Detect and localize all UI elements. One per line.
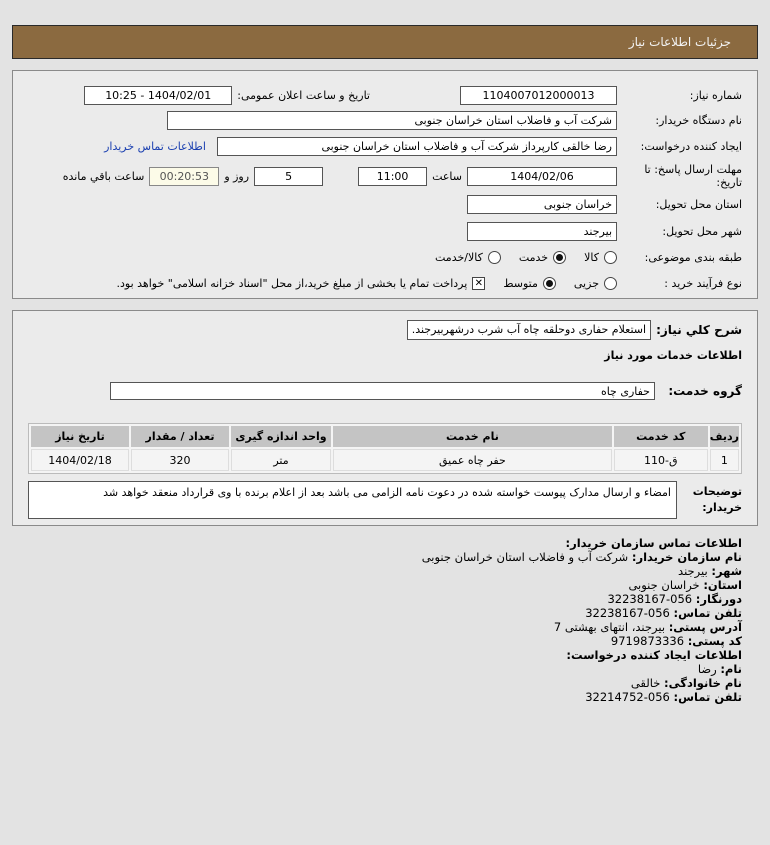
need-number-field[interactable]: 1104007012000013 bbox=[460, 86, 617, 105]
contact-title: اطلاعات تماس سازمان خریدار: bbox=[565, 536, 742, 550]
deadline-label: مهلت ارسال پاسخ: تا تاریخ: bbox=[644, 163, 742, 189]
deadline-time-field[interactable]: 11:00 bbox=[358, 167, 427, 186]
org-label: نام سازمان خریدار: bbox=[631, 550, 742, 564]
notes-field: امضاء و ارسال مدارک پیوست خواسته شده در دعوت نامه الزامی می باشد بعد از اعلام برنده با وی قرارداد منعقد خواهد شد bbox=[28, 481, 677, 519]
cell-service-name: حفر چاه عمیق bbox=[333, 449, 612, 471]
family-value: خالقی bbox=[630, 676, 661, 690]
buyer-label: نام دستگاه خریدار: bbox=[655, 114, 742, 127]
summary-row bbox=[28, 320, 742, 340]
col-service-code: کد خدمت bbox=[614, 426, 708, 447]
col-quantity: تعداد / مقدار bbox=[131, 426, 229, 447]
cell-quantity: 320 bbox=[131, 449, 229, 471]
cell-service-code: ق-110 bbox=[614, 449, 708, 471]
days-label: روز و bbox=[224, 169, 250, 183]
announce-label: تاریخ و ساعت اعلان عمومی: bbox=[237, 89, 370, 102]
announce-field[interactable]: 1404/02/01 - 10:25 bbox=[84, 86, 232, 105]
page-header: جزئیات اطلاعات نیاز bbox=[12, 25, 758, 59]
buyer-contact-info bbox=[422, 536, 742, 704]
services-table bbox=[28, 423, 742, 474]
days-field[interactable]: 5 bbox=[254, 167, 323, 186]
category-radio-goods[interactable] bbox=[604, 251, 617, 264]
category-radio-group bbox=[28, 248, 742, 266]
name-value: رضا bbox=[697, 662, 717, 676]
address-label: آدرس پستی: bbox=[668, 620, 742, 634]
creator-phone-value: 056-32214752 bbox=[585, 690, 670, 704]
postal-label: کد پستی: bbox=[687, 634, 742, 648]
city-row bbox=[28, 222, 742, 241]
services-title-row bbox=[28, 349, 742, 362]
creator-phone-label: تلفن تماس: bbox=[673, 690, 742, 704]
col-unit: واحد اندازه گیری bbox=[231, 426, 331, 447]
cell-need-date: 1404/02/18 bbox=[31, 449, 129, 471]
remaining-time-field: 00:20:53 bbox=[149, 167, 219, 186]
fax-label: دورنگار: bbox=[695, 592, 742, 606]
category-radio-goods-service[interactable] bbox=[488, 251, 501, 264]
province-label: استان محل تحویل: bbox=[655, 198, 742, 211]
process-radio-group bbox=[28, 274, 742, 292]
postal-value: 9719873336 bbox=[610, 634, 685, 648]
treasury-payment-note: پرداخت تمام یا بخشی از مبلغ خرید،از محل "اسناد خزانه اسلامی" خواهد بود. bbox=[116, 276, 468, 290]
category-radio-service[interactable] bbox=[553, 251, 566, 264]
process-option-medium: متوسط bbox=[503, 276, 538, 290]
cell-unit: متر bbox=[231, 449, 331, 471]
service-group-field: حفاری چاه bbox=[110, 382, 655, 400]
table-row bbox=[31, 449, 739, 471]
service-group-row bbox=[28, 382, 742, 400]
city-label: شهر محل تحویل: bbox=[662, 225, 742, 238]
treasury-payment-checkbox[interactable]: ✕ bbox=[472, 277, 485, 290]
buyer-row bbox=[28, 111, 742, 130]
process-radio-minor[interactable] bbox=[604, 277, 617, 290]
buyer-field[interactable]: شرکت آب و فاضلاب استان خراسان جنوبی bbox=[167, 111, 617, 130]
category-option-goods: کالا bbox=[584, 250, 599, 264]
need-number-row bbox=[28, 86, 742, 105]
cell-row: 1 bbox=[710, 449, 739, 471]
time-label: ساعت bbox=[432, 169, 462, 183]
process-option-minor: جزیی bbox=[573, 276, 599, 290]
fax-value: 056-32238167 bbox=[607, 592, 693, 606]
creator-field[interactable]: رضا خالقی کارپرداز شرکت آب و فاضلاب استان خراسان جنوبی bbox=[217, 137, 617, 156]
phone-value: 056-32238167 bbox=[585, 606, 670, 620]
province-value: خراسان جنوبی bbox=[628, 578, 700, 592]
creator-row bbox=[28, 137, 742, 156]
city-label: شهر: bbox=[711, 564, 742, 578]
category-label: طبقه بندی موضوعی: bbox=[644, 250, 742, 264]
category-option-goods-service: کالا/خدمت bbox=[435, 250, 483, 264]
deadline-row bbox=[28, 162, 742, 190]
city-field[interactable]: بیرجند bbox=[467, 222, 617, 241]
city-value: بیرجند bbox=[678, 564, 708, 578]
services-title: اطلاعات خدمات مورد نیاز bbox=[604, 349, 742, 362]
summary-label: شرح کلي نياز: bbox=[656, 323, 742, 337]
summary-field: استعلام حفاری دوحلقه چاه آب شرب درشهربیرجند. bbox=[407, 320, 651, 340]
deadline-date-field[interactable]: 1404/02/06 bbox=[467, 167, 617, 186]
province-label: استان: bbox=[703, 578, 742, 592]
family-label: نام خانوادگی: bbox=[664, 676, 742, 690]
category-option-service: خدمت bbox=[518, 250, 549, 264]
province-row bbox=[28, 195, 742, 214]
org-value: شرکت آب و فاضلاب استان خراسان جنوبی bbox=[421, 550, 629, 564]
address-value: بیرجند، انتهای بهشتی 7 bbox=[553, 620, 666, 634]
name-label: نام: bbox=[720, 662, 742, 676]
table-header-row bbox=[31, 426, 739, 447]
creator-label: ایجاد کننده درخواست: bbox=[640, 140, 742, 153]
col-service-name: نام خدمت bbox=[333, 426, 612, 447]
remaining-label: ساعت باقي مانده bbox=[62, 169, 145, 183]
creator-title: اطلاعات ایجاد کننده درخواست: bbox=[566, 648, 742, 662]
province-field[interactable]: خراسان جنوبی bbox=[467, 195, 617, 214]
need-number-label: شماره نیاز: bbox=[689, 89, 742, 102]
phone-label: تلفن تماس: bbox=[673, 606, 742, 620]
process-radio-medium[interactable] bbox=[543, 277, 556, 290]
col-need-date: تاریخ نیاز bbox=[31, 426, 129, 447]
service-group-label: گروه خدمت: bbox=[668, 384, 742, 398]
notes-label: توضیحات خریدار: bbox=[692, 485, 742, 514]
process-label: نوع فرآیند خرید : bbox=[664, 276, 742, 290]
notes-row bbox=[28, 481, 742, 519]
col-row: ردیف bbox=[710, 426, 739, 447]
buyer-contact-link[interactable]: اطلاعات تماس خریدار bbox=[104, 140, 206, 153]
